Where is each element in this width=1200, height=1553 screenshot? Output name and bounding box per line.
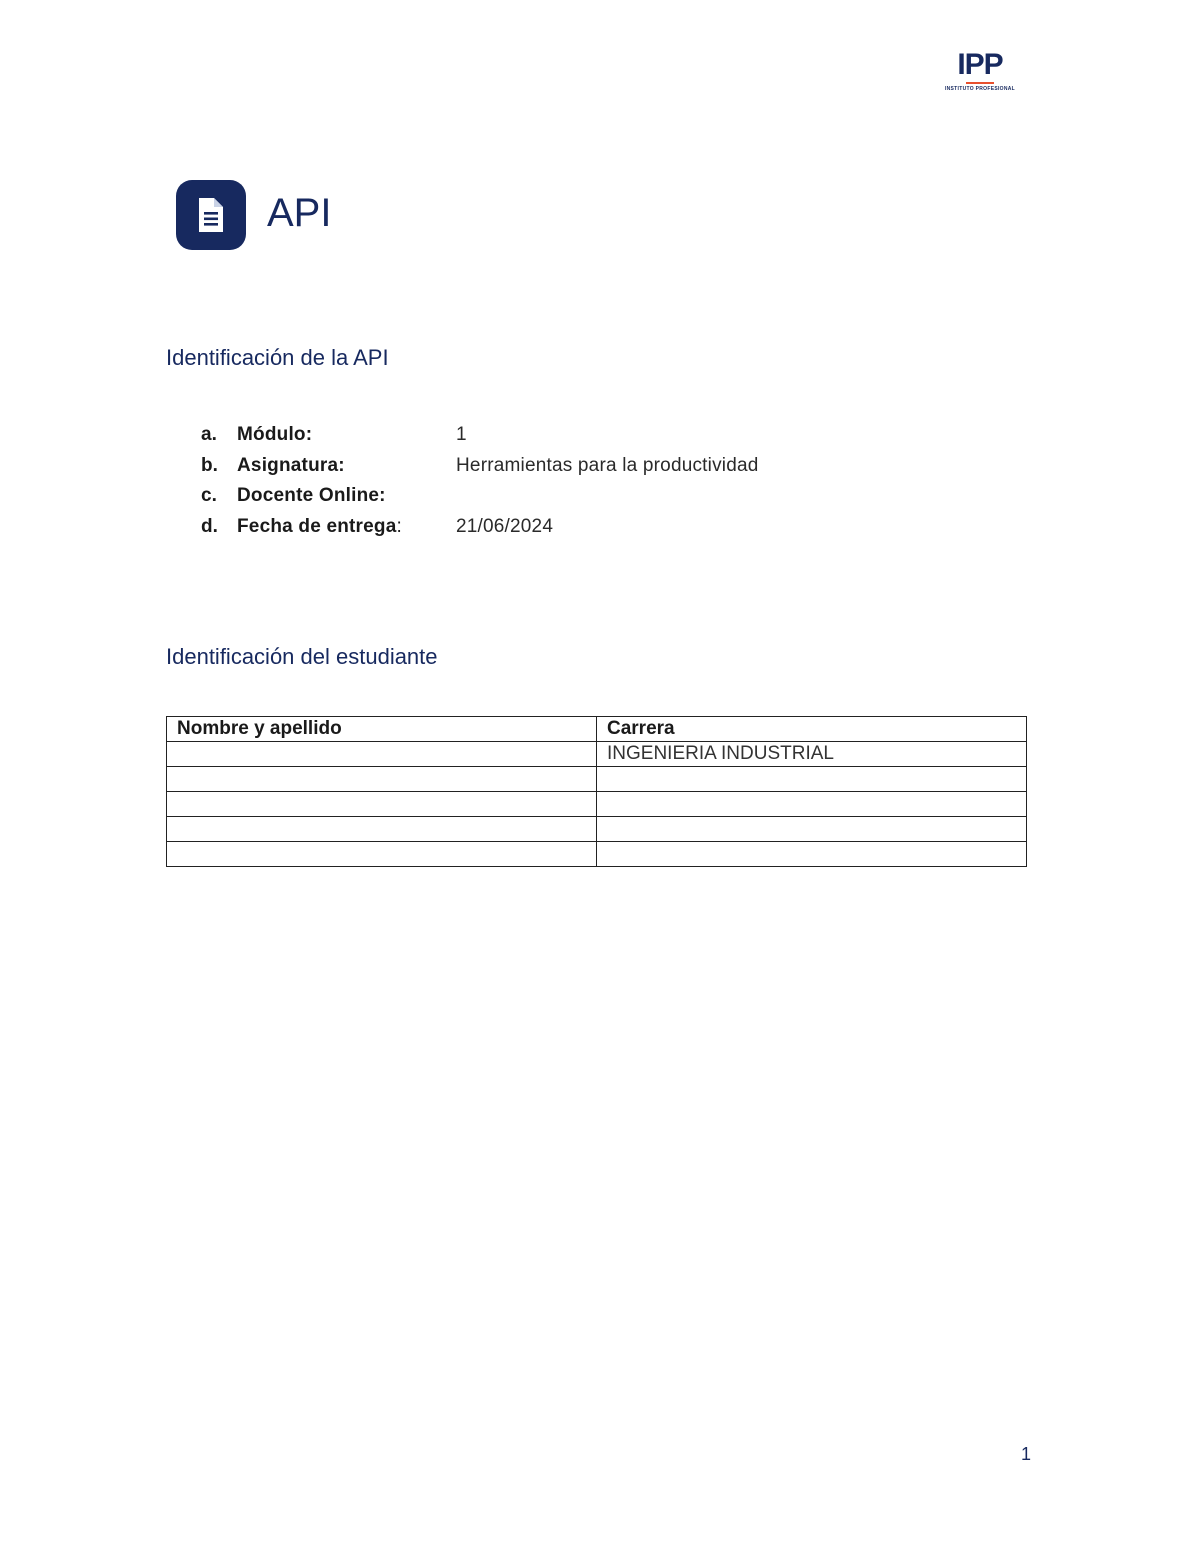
table-cell bbox=[167, 767, 597, 792]
info-label: Docente Online: bbox=[237, 485, 386, 507]
info-label: Asignatura: bbox=[237, 454, 345, 476]
table-row bbox=[167, 742, 1027, 767]
info-value: Herramientas para la productividad bbox=[456, 454, 759, 476]
info-label: Fecha de entrega: bbox=[237, 515, 402, 537]
table-cell bbox=[167, 842, 597, 867]
info-label: Módulo: bbox=[237, 424, 313, 446]
info-value: 21/06/2024 bbox=[456, 515, 554, 537]
document-icon-glyph bbox=[196, 197, 226, 233]
info-letter: b. bbox=[201, 454, 218, 476]
table-cell bbox=[167, 817, 597, 842]
info-letter: a. bbox=[201, 424, 217, 446]
table-cell bbox=[597, 792, 1027, 817]
info-letter: c. bbox=[201, 485, 217, 507]
info-row-docente bbox=[201, 481, 901, 512]
section-heading-api: Identificación de la API bbox=[166, 345, 389, 370]
info-letter: d. bbox=[201, 515, 218, 537]
logo-accent-line bbox=[966, 82, 994, 84]
table-cell bbox=[167, 792, 597, 817]
column-header-career: Carrera bbox=[597, 717, 1027, 742]
section-heading-student: Identificación del estudiante bbox=[166, 644, 438, 669]
student-table bbox=[166, 716, 1027, 867]
logo-subtitle: INSTITUTO PROFESIONAL bbox=[944, 86, 1016, 92]
ipp-logo bbox=[941, 50, 1019, 92]
table-row bbox=[167, 817, 1027, 842]
table-cell bbox=[597, 842, 1027, 867]
info-value: 1 bbox=[456, 424, 467, 446]
table-header-row bbox=[167, 717, 1027, 742]
table-cell bbox=[167, 742, 597, 767]
document-title: API bbox=[267, 191, 332, 235]
column-header-name: Nombre y apellido bbox=[167, 717, 597, 742]
api-info-list bbox=[201, 420, 901, 542]
document-icon bbox=[176, 180, 246, 250]
logo-mark: IPP bbox=[957, 48, 1003, 81]
info-row-asignatura bbox=[201, 451, 901, 482]
table-row bbox=[167, 792, 1027, 817]
table-row bbox=[167, 767, 1027, 792]
page-number: 1 bbox=[1021, 1444, 1032, 1464]
table-cell bbox=[597, 767, 1027, 792]
table-cell: INGENIERIA INDUSTRIAL bbox=[597, 742, 1027, 767]
info-row-fecha bbox=[201, 512, 901, 543]
table-cell bbox=[597, 817, 1027, 842]
info-row-modulo bbox=[201, 420, 901, 451]
table-row bbox=[167, 842, 1027, 867]
